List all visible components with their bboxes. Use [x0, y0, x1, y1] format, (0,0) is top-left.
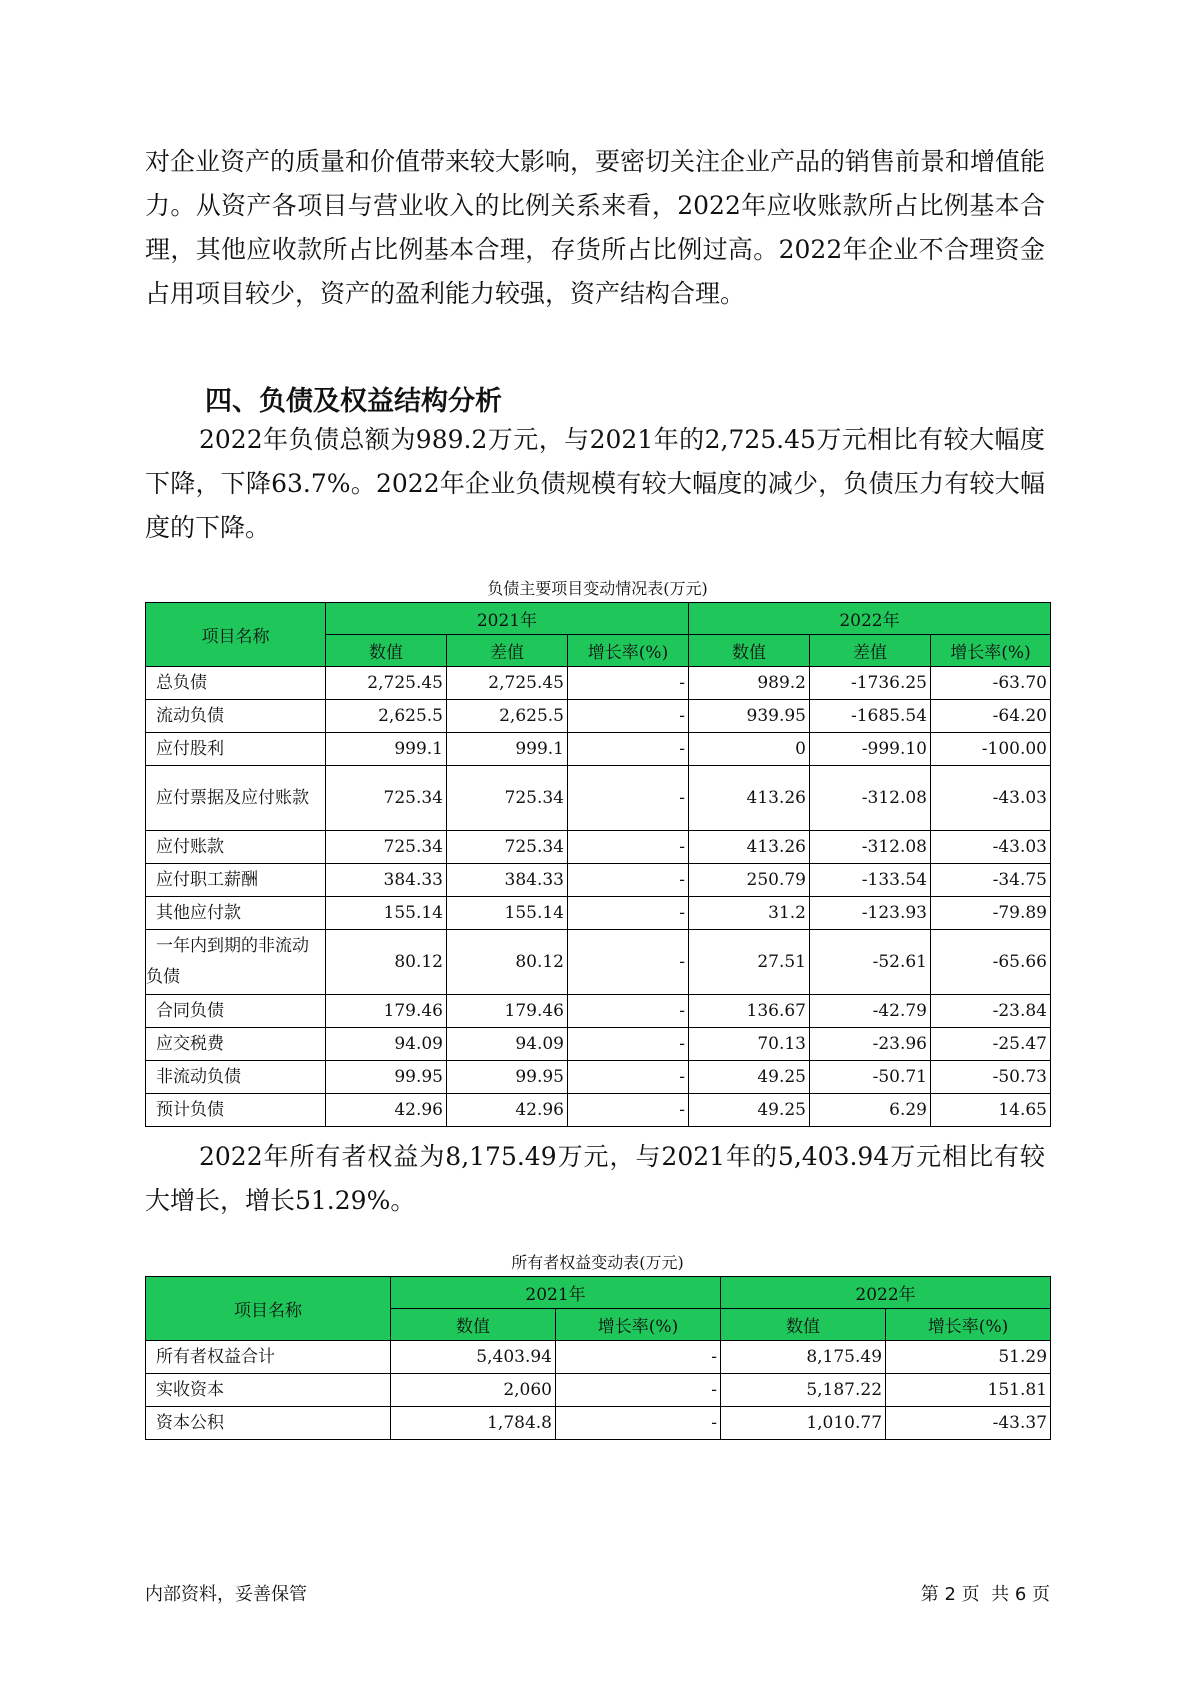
row-item-name: 流动负债 [146, 700, 326, 733]
row-item-name: 应付账款 [146, 831, 326, 864]
cell-d1: 999.1 [447, 733, 568, 766]
cell-r1: - [568, 766, 689, 831]
cell-r2: -23.84 [931, 995, 1051, 1028]
cell-r1: - [568, 831, 689, 864]
cell-d2: -50.71 [810, 1061, 931, 1094]
liability-table [145, 602, 1051, 1127]
header-year-2021: 2021年 [391, 1277, 721, 1309]
table-row [146, 1028, 1051, 1061]
cell-v1: 725.34 [326, 766, 447, 831]
cell-d1: 99.95 [447, 1061, 568, 1094]
cell-d2: -1685.54 [810, 700, 931, 733]
row-item-name: 实收资本 [146, 1374, 391, 1407]
cell-r2: 151.81 [886, 1374, 1051, 1407]
cell-d1: 2,625.5 [447, 700, 568, 733]
cell-r2: -63.70 [931, 667, 1051, 700]
cell-v2: 70.13 [689, 1028, 810, 1061]
cell-v1: 2,725.45 [326, 667, 447, 700]
table-row [146, 864, 1051, 897]
liability-table-caption: 负债主要项目变动情况表(万元) [487, 579, 708, 598]
cell-r2: -25.47 [931, 1028, 1051, 1061]
cell-v2: 31.2 [689, 897, 810, 930]
cell-d1: 725.34 [447, 831, 568, 864]
cell-v1: 384.33 [326, 864, 447, 897]
table-row [146, 1341, 1051, 1374]
table-row [146, 831, 1051, 864]
cell-d2: -312.08 [810, 831, 931, 864]
cell-r2: -65.66 [931, 930, 1051, 995]
cell-d2: -133.54 [810, 864, 931, 897]
cell-d1: 155.14 [447, 897, 568, 930]
cell-v2: 939.95 [689, 700, 810, 733]
cell-r1: - [568, 897, 689, 930]
equity-table [145, 1276, 1051, 1440]
cell-r2: -100.00 [931, 733, 1051, 766]
cell-d1: 384.33 [447, 864, 568, 897]
cell-v1: 999.1 [326, 733, 447, 766]
cell-d1: 94.09 [447, 1028, 568, 1061]
cell-v1: 2,625.5 [326, 700, 447, 733]
liability-paragraph: 2022年负债总额为989.2万元，与2021年的2,725.45万元相比有较大幅度下降，下降63.7%。2022年企业负债规模有较大幅度的减少，负债压力有较大幅度的下降。 [145, 425, 1045, 542]
header-item-name: 项目名称 [146, 1277, 391, 1341]
cell-r1: - [568, 930, 689, 995]
cell-d2: -23.96 [810, 1028, 931, 1061]
cell-v1: 5,403.94 [391, 1341, 556, 1374]
cell-d2: 6.29 [810, 1094, 931, 1127]
header-year-2021: 2021年 [326, 603, 689, 635]
cell-d1: 2,725.45 [447, 667, 568, 700]
header-rate-2022: 增长率(%) [886, 1309, 1051, 1341]
cell-r1: - [556, 1374, 721, 1407]
cell-v2: 27.51 [689, 930, 810, 995]
table-row [146, 766, 1051, 831]
row-item-name: 应付职工薪酬 [146, 864, 326, 897]
cell-v2: 1,010.77 [721, 1407, 886, 1440]
cell-r1: - [568, 667, 689, 700]
section-heading: 四、负债及权益结构分析 [205, 386, 502, 417]
row-item-name: 应付票据及应付账款 [146, 766, 326, 831]
row-item-name: 所有者权益合计 [146, 1341, 391, 1374]
cell-d2: -999.10 [810, 733, 931, 766]
table-row [146, 1094, 1051, 1127]
cell-r2: -79.89 [931, 897, 1051, 930]
cell-r2: 14.65 [931, 1094, 1051, 1127]
cell-r1: - [568, 995, 689, 1028]
row-item-name: 应交税费 [146, 1028, 326, 1061]
cell-r1: - [556, 1407, 721, 1440]
row-item-name: 应付股利 [146, 733, 326, 766]
header-rate-2022: 增长率(%) [931, 635, 1051, 667]
row-item-name: 其他应付款 [146, 897, 326, 930]
cell-v2: 413.26 [689, 831, 810, 864]
cell-v2: 5,187.22 [721, 1374, 886, 1407]
header-diff-2022: 差值 [810, 635, 931, 667]
cell-v1: 725.34 [326, 831, 447, 864]
cell-d2: -42.79 [810, 995, 931, 1028]
table-row [146, 1407, 1051, 1440]
header-year-2022: 2022年 [721, 1277, 1051, 1309]
table-row [146, 733, 1051, 766]
header-value-2021: 数值 [326, 635, 447, 667]
cell-v1: 80.12 [326, 930, 447, 995]
cell-r2: -50.73 [931, 1061, 1051, 1094]
header-diff-2021: 差值 [447, 635, 568, 667]
header-item-name: 项目名称 [146, 603, 326, 667]
cell-r2: -43.03 [931, 766, 1051, 831]
cell-r2: 51.29 [886, 1341, 1051, 1374]
cell-v2: 413.26 [689, 766, 810, 831]
row-item-name: 一年内到期的非流动负债 [146, 930, 326, 995]
cell-r1: - [568, 864, 689, 897]
cell-v1: 42.96 [326, 1094, 447, 1127]
header-value-2022: 数值 [689, 635, 810, 667]
header-value-2021: 数值 [391, 1309, 556, 1341]
row-item-name: 总负债 [146, 667, 326, 700]
cell-d1: 725.34 [447, 766, 568, 831]
cell-r2: -64.20 [931, 700, 1051, 733]
row-item-name: 资本公积 [146, 1407, 391, 1440]
cell-r1: - [568, 1094, 689, 1127]
cell-v2: 250.79 [689, 864, 810, 897]
cell-v1: 1,784.8 [391, 1407, 556, 1440]
table-row [146, 700, 1051, 733]
cell-r1: - [568, 1061, 689, 1094]
cell-v2: 0 [689, 733, 810, 766]
cell-v1: 2,060 [391, 1374, 556, 1407]
cell-v2: 49.25 [689, 1094, 810, 1127]
cell-r1: - [568, 700, 689, 733]
header-rate-2021: 增长率(%) [556, 1309, 721, 1341]
cell-r1: - [568, 733, 689, 766]
cell-v2: 49.25 [689, 1061, 810, 1094]
cell-d1: 80.12 [447, 930, 568, 995]
cell-v1: 155.14 [326, 897, 447, 930]
cell-d2: -312.08 [810, 766, 931, 831]
table-row [146, 897, 1051, 930]
row-item-name: 预计负债 [146, 1094, 326, 1127]
cell-d1: 179.46 [447, 995, 568, 1028]
cell-v1: 99.95 [326, 1061, 447, 1094]
cell-r2: -43.37 [886, 1407, 1051, 1440]
footer-page-number: 第 2 页 共 6 页 [920, 1584, 1050, 1605]
cell-v2: 136.67 [689, 995, 810, 1028]
cell-v2: 8,175.49 [721, 1341, 886, 1374]
cell-d2: -123.93 [810, 897, 931, 930]
cell-r2: -43.03 [931, 831, 1051, 864]
cell-r1: - [568, 1028, 689, 1061]
header-rate-2021: 增长率(%) [568, 635, 689, 667]
header-year-2022: 2022年 [689, 603, 1051, 635]
cell-v1: 179.46 [326, 995, 447, 1028]
header-value-2022: 数值 [721, 1309, 886, 1341]
cell-r2: -34.75 [931, 864, 1051, 897]
cell-d2: -52.61 [810, 930, 931, 995]
footer-confidential-note: 内部资料，妥善保管 [145, 1584, 307, 1605]
cell-r1: - [556, 1341, 721, 1374]
table-row [146, 667, 1051, 700]
table-row [146, 1061, 1051, 1094]
cell-d2: -1736.25 [810, 667, 931, 700]
equity-table-caption: 所有者权益变动表(万元) [511, 1253, 684, 1272]
row-item-name: 合同负债 [146, 995, 326, 1028]
row-item-name: 非流动负债 [146, 1061, 326, 1094]
cell-v2: 989.2 [689, 667, 810, 700]
intro-paragraph: 对企业资产的质量和价值带来较大影响，要密切关注企业产品的销售前景和增值能力。从资产各项目与营业收入的比例关系来看，2022年应收账款所占比例基本合理，其他应收款所占比例基本合理，存货所占比例过高。2022年企业不合理资金占用项目较少，资产的盈利能力较强，资产结构合理。 [145, 147, 1046, 308]
table-row [146, 930, 1051, 995]
equity-paragraph: 2022年所有者权益为8,175.49万元，与2021年的5,403.94万元相比有较大增长，增长51.29%。 [145, 1142, 1045, 1215]
table-row [146, 1374, 1051, 1407]
cell-d1: 42.96 [447, 1094, 568, 1127]
table-row [146, 995, 1051, 1028]
cell-v1: 94.09 [326, 1028, 447, 1061]
